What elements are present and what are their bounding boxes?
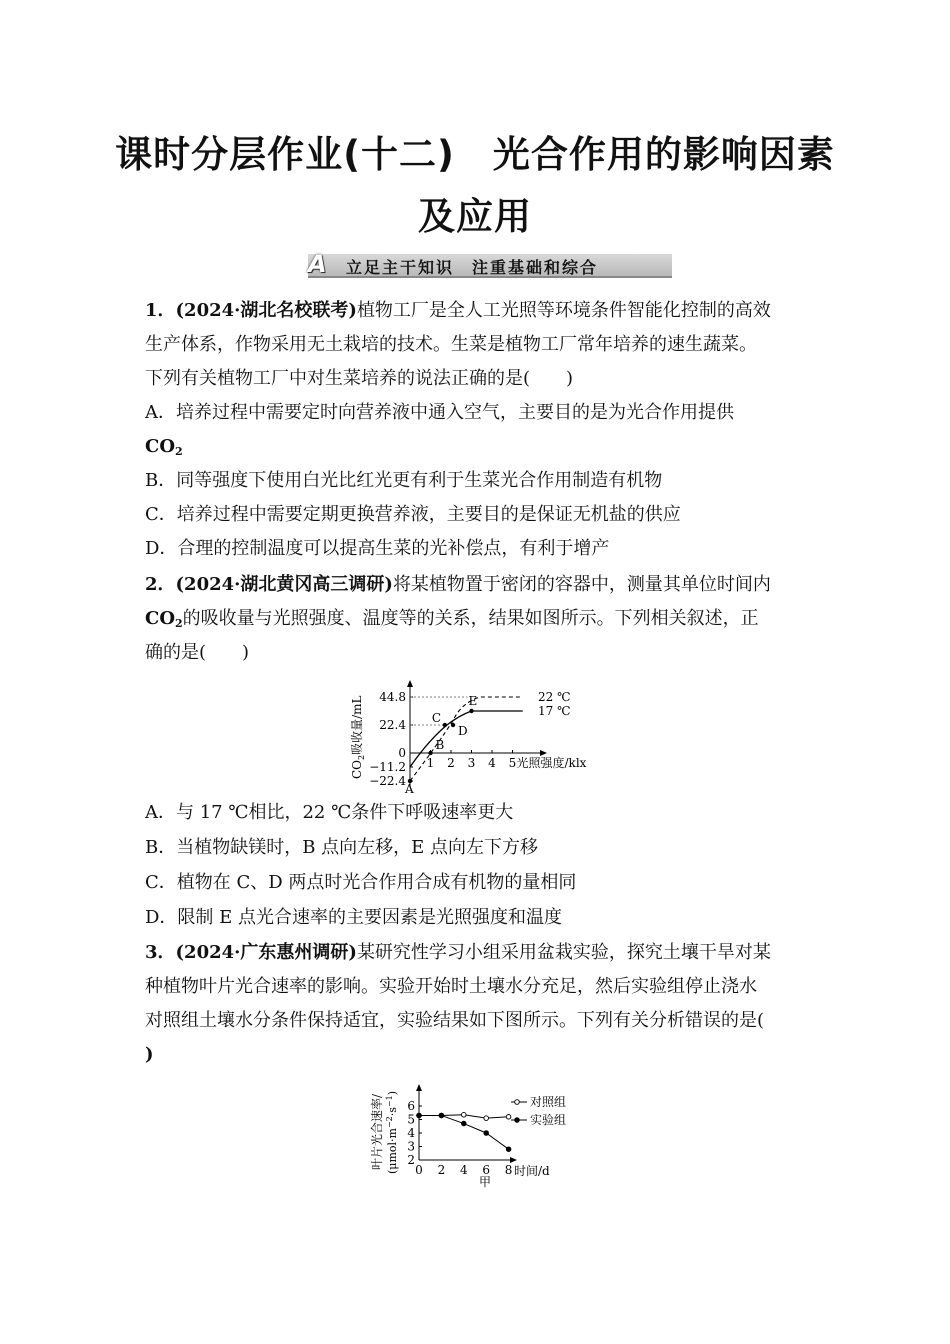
chart1-point-label-c: C [431,711,442,725]
chart2-y-axis-label-2 [385,1091,399,1174]
q1-stem-line-1 [145,299,771,323]
chart1-point-c [443,723,447,727]
chart2-experiment-point [417,1113,422,1118]
chart1-x-tick-label: 2 [447,756,455,770]
chart1-point-b [428,751,432,755]
q2-co: CO [145,608,176,629]
q1-stem-line-2: 生产体系，作物采用无土栽培的技术。生菜是植物工厂常年培养的速生蔬菜。 [145,334,757,355]
chart2-legend-label-0: 对照组 [530,1095,567,1109]
chart2-x-axis-label: 时间/d [514,1164,550,1178]
chart1-y-tick-label: 0 [398,746,406,760]
chart2-y-tick-label: 6 [407,1099,415,1113]
chart2-y-tick-label: 5 [407,1112,415,1127]
chart2-experiment-point [462,1121,467,1126]
chart1-point-d [451,723,455,727]
q2-number: 2． [145,574,176,595]
q1-source: (2024·湖北名校联考) [175,300,357,321]
page-title-line-2: 及应用 [418,195,532,238]
chart1-x-axis-label: 光照强度/klx [516,756,587,770]
chart1-y-label-co: CO [350,759,364,779]
q1-option-b: B．同等强度下使用白光比红光更有利于生菜光合作用制造有机物 [145,470,663,491]
chart1-y-axis-label [349,695,366,779]
chart2-lines [417,1100,527,1152]
q2-stem-line-1 [145,573,771,597]
section-banner [308,250,672,278]
q1-option-a-line-2 [145,435,183,464]
q1-option-a-co: CO [145,436,176,457]
chart1-series-22c-label: 22 ℃ [538,690,571,704]
q1-option-a-subscript: 2 [175,445,183,458]
chart2-y-label-end: ) [386,1091,399,1096]
q3-source: (2024·广东惠州调研) [175,942,357,963]
q1-stem-line-3: 下列有关植物工厂中对生菜培养的说法正确的是( ) [145,368,574,389]
chart1-y-label-rest: 吸收量/mL [350,695,364,755]
q3-stem-line-2: 种植物叶片光合速率的影响。实验开始时土壤水分充足，然后实验组停止浇水 [145,976,757,997]
chart2-x-tick-label: 6 [482,1163,491,1177]
q2-option-c: C．植物在 C、D 两点时光合作用合成有机物的量相同 [145,872,577,893]
q2-option-a: A．与 17 ℃相比，22 ℃条件下呼吸速率更大 [145,802,514,823]
chart2-y-tick-label: 4 [407,1126,415,1140]
q2-stem-text-2: 的吸收量与光照强度、温度等的关系，结果如图所示。下列相关叙述，正 [182,608,759,629]
q1-option-c: C．培养过程中需要定期更换营养液，主要目的是保证无机盐的供应 [145,504,681,525]
chart2-y-label-sup1: −2 [385,1116,394,1129]
chart1-point-label-a: A [405,782,414,793]
chart1-x-tick-label: 3 [467,756,476,770]
chart2-control-point [506,1115,511,1120]
chart2-legend-marker-0 [515,1100,520,1105]
q2-co-subscript: 2 [175,617,183,630]
chart2-caption: 甲 [478,1175,492,1189]
q3-stem-line-3: 对照组土壤水分条件保持适宜，实验结果如下图所示。下列有关分析错误的是( [145,1010,765,1031]
chart2-legend-label-1: 实验组 [530,1113,567,1127]
q2-option-b: B．当植物缺镁时，B 点向左移，E 点向左下方移 [145,837,539,858]
q2-option-d: D．限制 E 点光合速率的主要因素是光照强度和温度 [145,907,563,928]
chart1-y-label-subscript: 2 [357,754,366,760]
chart1-labels [349,690,587,793]
q1-option-a-line-1: A．培养过程中需要定时向营养液中通入空气，主要目的是为光合作用提供 [145,402,734,423]
chart2-x-tick-label: 4 [459,1163,468,1177]
chart2-y-label-unit: (μmol·m [386,1128,399,1174]
q2-stem-line-2 [145,607,759,636]
chart1-point-label-b: B [435,738,445,752]
q3-number: 3． [145,942,176,963]
q1-stem-text-1: 植物工厂是全人工光照等环境条件智能化控制的高效 [356,300,771,321]
chart1-point-e [469,709,473,713]
section-banner-text: 立足主干知识 注重基础和综合 [346,258,599,277]
q3-stem-line-4: ) [145,1044,154,1065]
q1-option-d: D．合理的控制温度可以提高生菜的光补偿点，有利于增产 [145,538,610,559]
chart2-x-tick-label: 0 [415,1163,423,1177]
q2-source: (2024·湖北黄冈高三调研) [175,574,393,595]
chart2-y-tick-label: 2 [407,1153,415,1167]
chart1-point-label-d: D [458,724,468,738]
chart2-experiment-point [439,1113,444,1118]
chart2-control-point [484,1116,489,1121]
q3-stem-line-1 [145,941,771,965]
chart2-x-tick-label: 8 [504,1163,513,1177]
chart1-y-tick-label: 44.8 [379,690,406,704]
q3-stem-text-1: 某研究性学习小组采用盆栽实验，探究土壤干旱对某 [356,942,771,963]
chart2-experiment-line [419,1115,509,1149]
chart1-y-tick-label: −11.2 [369,760,406,774]
chart2-y-label-sup2: −1 [385,1095,394,1108]
chart2-experiment-point [506,1147,511,1152]
chart1-y-tick-label: 22.4 [379,718,406,732]
chart1-x-tick-label: 4 [488,756,496,770]
chart2-y-label-mid: ·s [386,1107,399,1117]
chart2-experiment-point [484,1131,489,1136]
section-a-badge-icon: A [308,250,327,278]
page-title-line-1: 课时分层作业(十二) 光合作用的影响因素 [115,133,835,176]
chart2-y-tick-label: 3 [407,1139,415,1154]
co2-absorption-chart [340,675,640,793]
chart1-y-tick-label: −22.4 [369,774,406,788]
chart2-legend-marker-1 [515,1118,520,1123]
chart1-lines [408,697,523,783]
chart2-labels [369,1091,566,1189]
chart1-series-17c-label: 17 ℃ [538,704,571,718]
chart2-y-axis-label-1: 叶片光合速率/ [370,1093,384,1170]
chart2-y-arrow-icon [416,1084,422,1091]
chart1-x-tick-label: 1 [426,756,435,770]
chart1-x-tick-label: 5 [508,756,517,770]
chart2-x-tick-label: 2 [437,1163,446,1177]
q1-number: 1． [145,300,176,321]
chart2-control-point [462,1112,467,1117]
chart1-y-arrow-icon [407,680,413,687]
q2-stem-text-1: 将某植物置于密闭的容器中，测量其单位时间内 [392,574,771,595]
q2-stem-line-3: 确的是( ) [145,642,250,663]
chart1-point-label-e: E [468,694,478,708]
photosynthesis-rate-chart [365,1078,605,1193]
